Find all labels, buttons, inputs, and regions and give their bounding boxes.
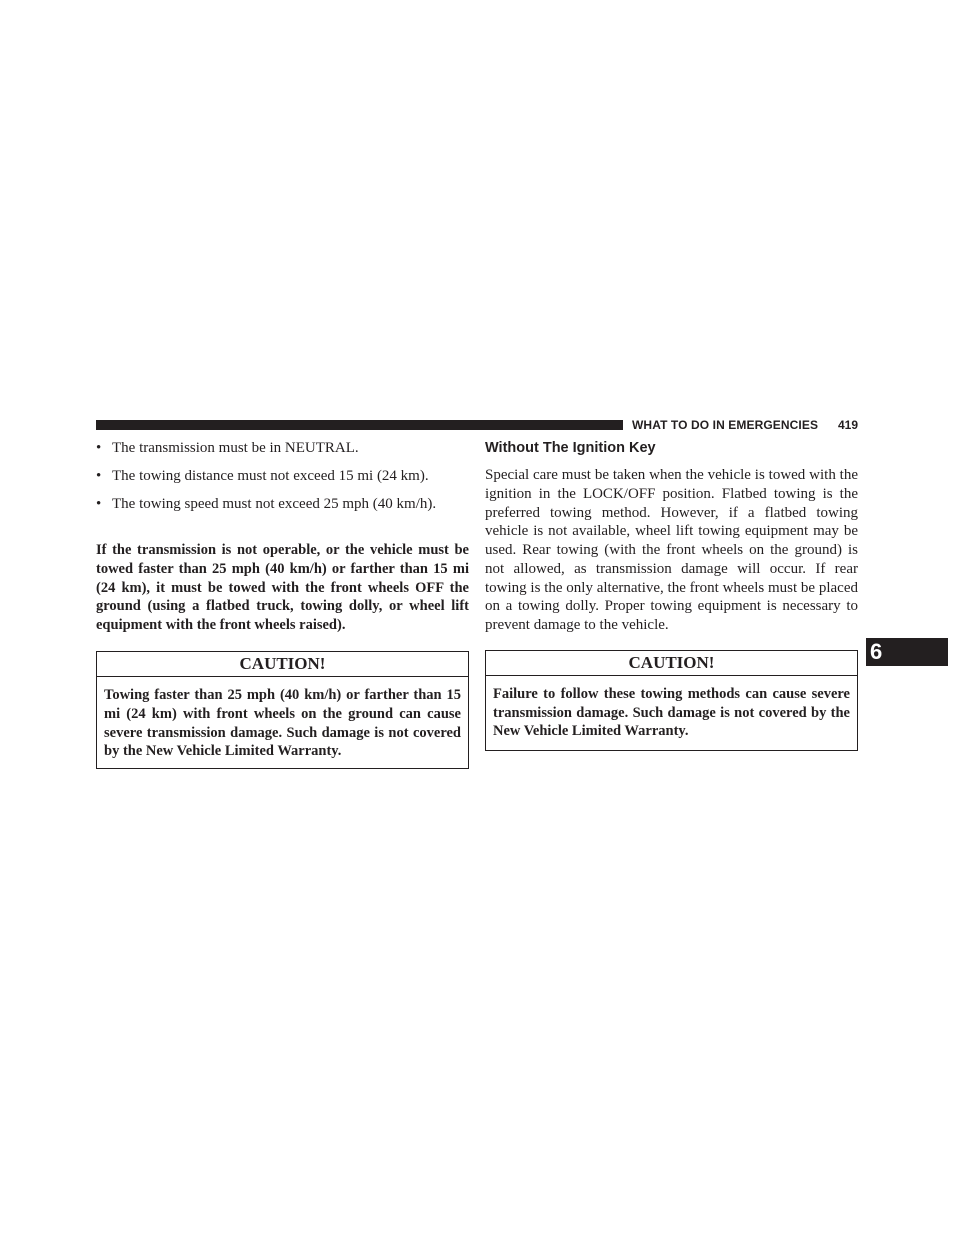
- right-column: [485, 438, 858, 751]
- list-item-text: The transmission must be in NEUTRAL.: [112, 440, 359, 456]
- section-body-paragraph: Special care must be taken when the vehicle is towed with the ignition in the LOCK/OFF position. Flatbed towing is the preferred towing method. However, if a flatbed towing vehicle is not available, wheel lift towing equipment may be used. Rear towing (with the front wheels on the ground) is not allowed, as transmission damage will occur. If rear towing is the only alternative, the front wheels must be placed on a towing dolly. Proper towing equipment is necessary to prevent damage to the vehicle.: [485, 467, 858, 633]
- page-number: 419: [837, 418, 858, 432]
- section-title: Without The Ignition Key: [485, 440, 656, 456]
- caution-text: Towing faster than 25 mph (40 km/h) or farther than 15 mi (24 km) with front wheels on the ground can cause severe transmission damage. Such damage is not covered by the New Vehicle Limited Warranty.: [104, 686, 461, 760]
- chapter-number: 6: [870, 639, 883, 664]
- list-item-text: The towing speed must not exceed 25 mph (40 km/h).: [112, 496, 437, 512]
- header-rule: [96, 420, 623, 430]
- caution-title: CAUTION!: [486, 651, 857, 676]
- caution-title: CAUTION!: [97, 652, 468, 677]
- list-item-text: The towing distance must not exceed 15 mi (24 km).: [112, 468, 429, 484]
- running-header-section: WHAT TO DO IN EMERGENCIES: [632, 418, 819, 432]
- towing-warning-paragraph: If the transmission is not operable, or the vehicle must be towed faster than 25 mph (40 km/h) or farther than 15 mi (24 km), it must be towed with the front wheels OFF the ground (using a flatbed truck, towing dolly, or wheel lift equipment with the front wheels raised).: [96, 542, 469, 634]
- left-column: [96, 438, 469, 769]
- caution-box-speed: [96, 651, 469, 769]
- bullet-glyph: •: [96, 496, 102, 512]
- bullet-glyph: •: [96, 468, 102, 484]
- caution-text: Failure to follow these towing methods can cause severe transmission damage. Such damage is not covered by the New Vehicle Limited Warranty.: [493, 685, 850, 740]
- list-item: [96, 494, 469, 514]
- list-item: [96, 438, 469, 458]
- bullet-glyph: •: [96, 440, 102, 456]
- list-item: [96, 466, 469, 486]
- caution-box-methods: [485, 650, 858, 751]
- requirements-list: [96, 438, 469, 514]
- chapter-tab: [866, 638, 948, 666]
